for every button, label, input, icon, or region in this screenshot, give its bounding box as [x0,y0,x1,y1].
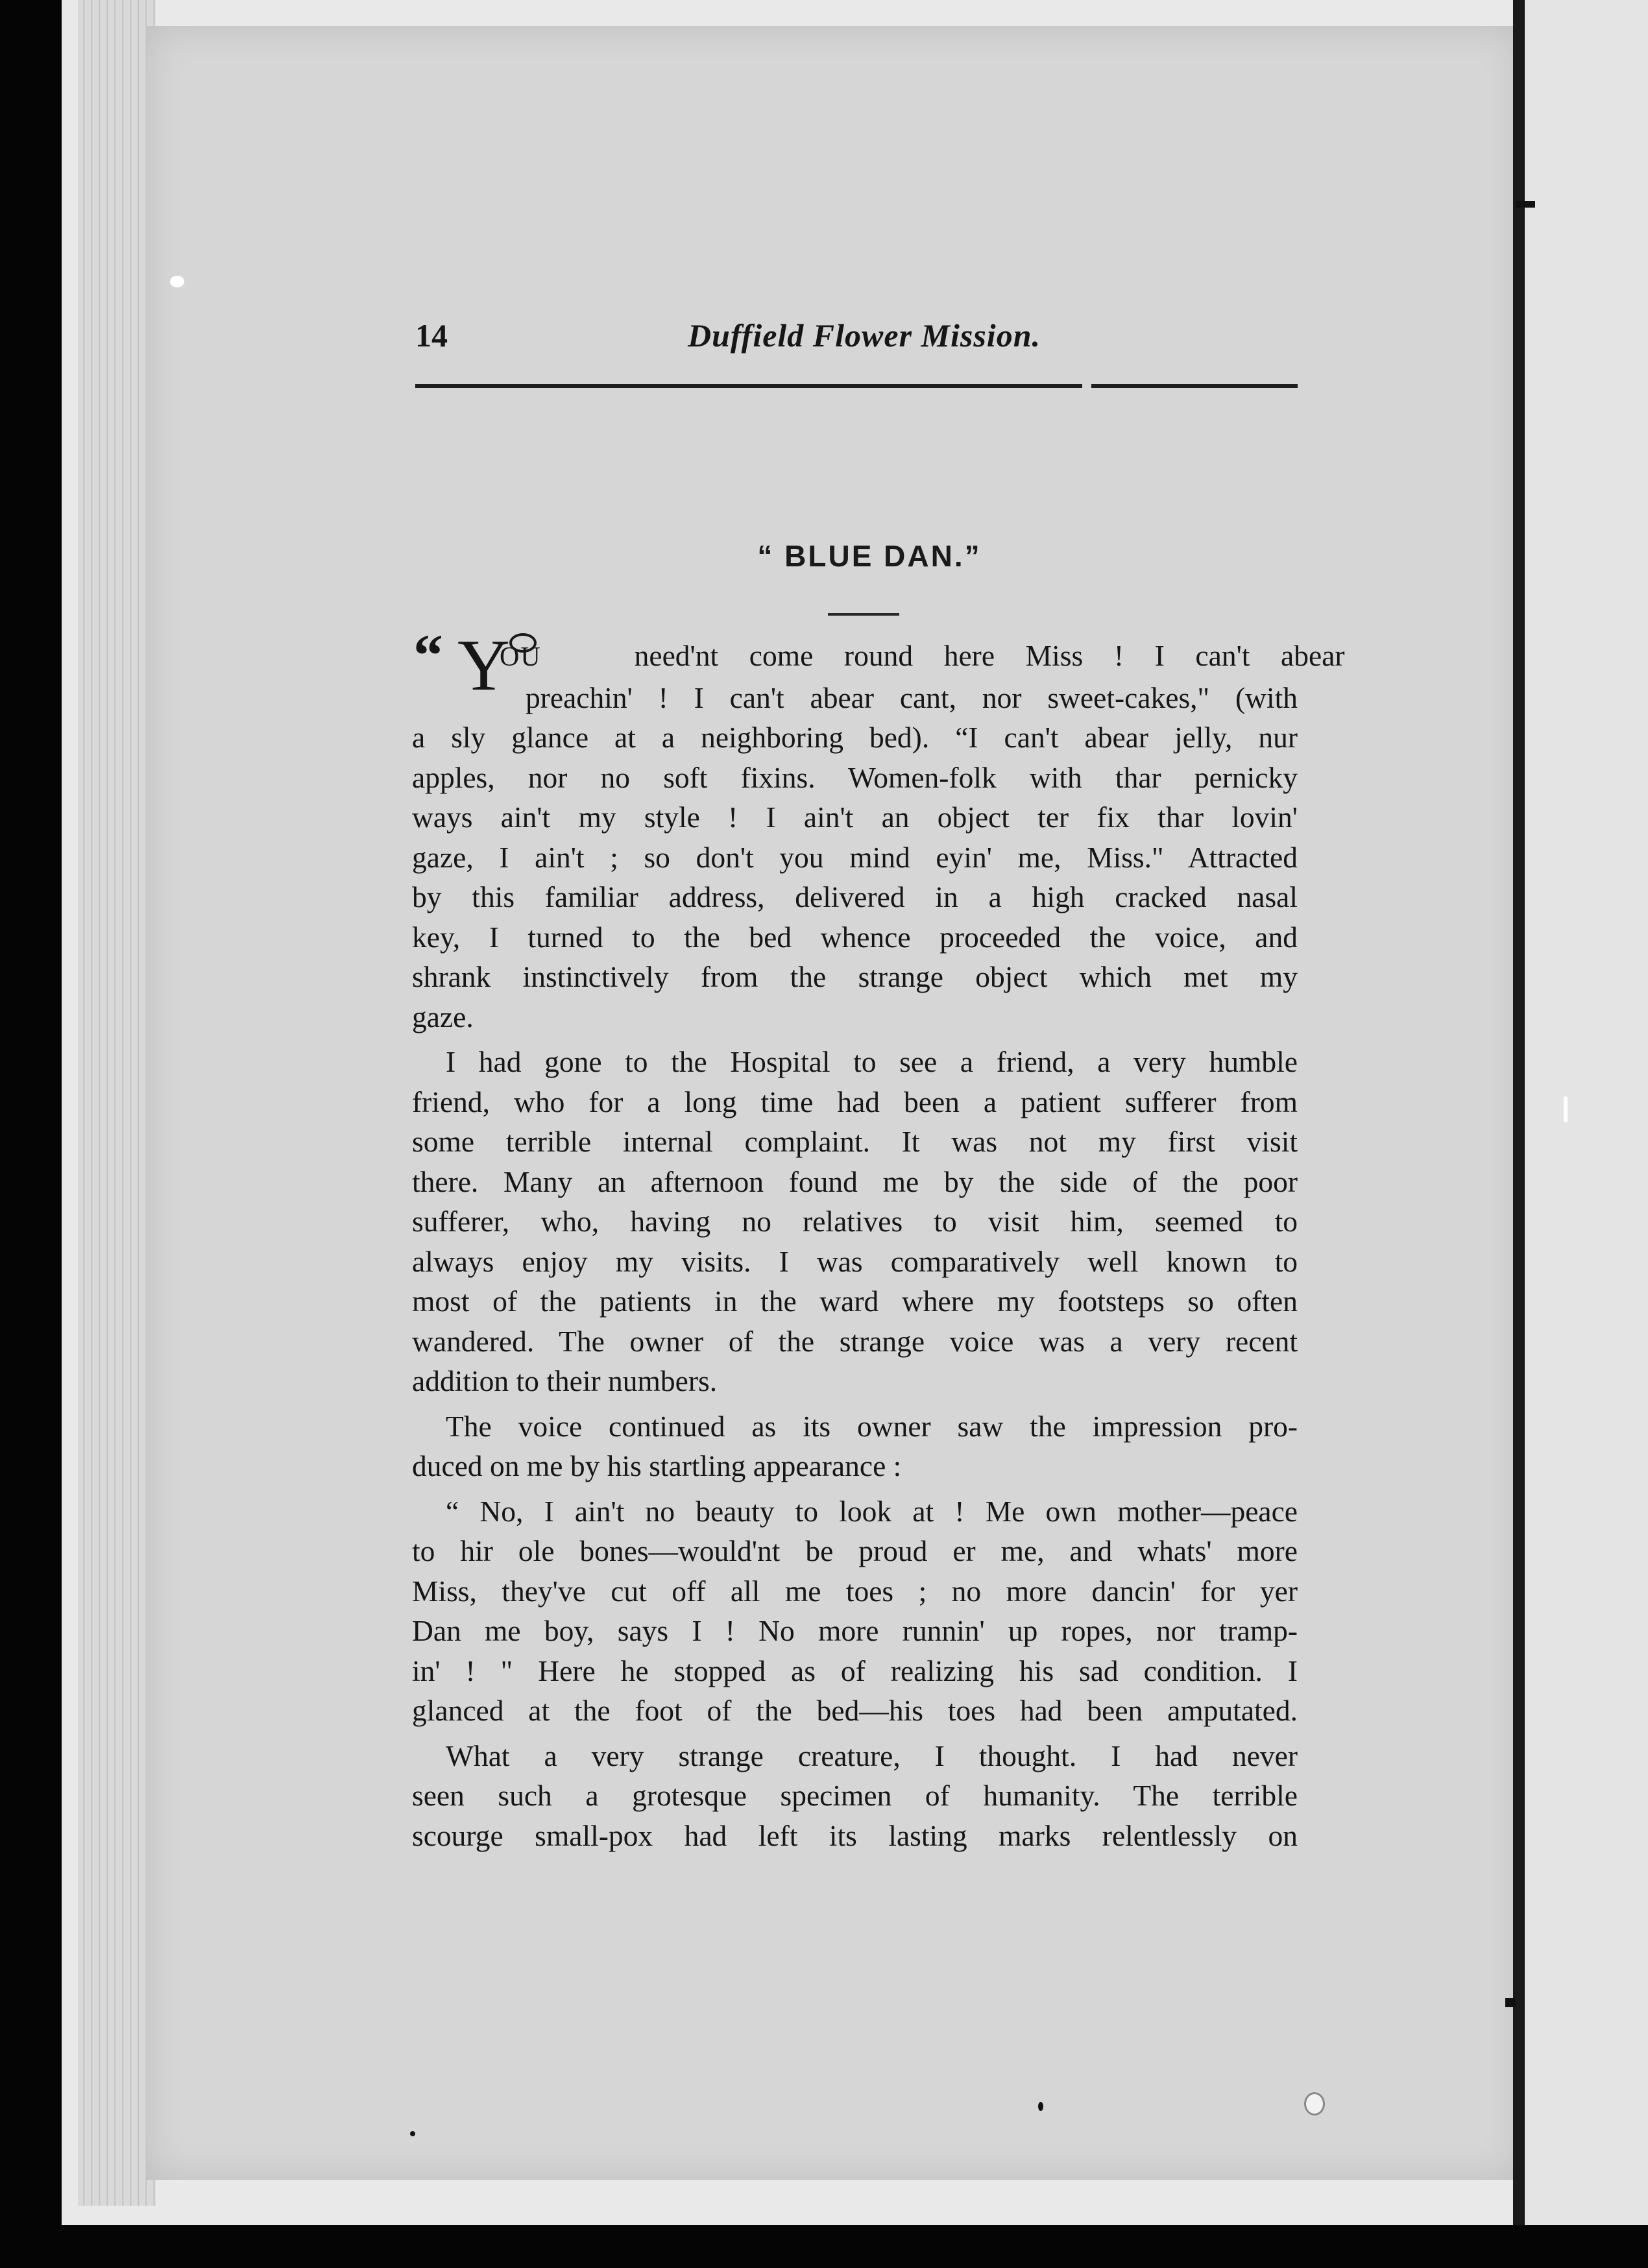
text-line: apples, nor no soft fixins. Women-folk with thar pernicky [412,760,1298,794]
text-line: glanced at the foot of the bed—his toes had been amputated. [412,1694,1298,1727]
text-line: seen such a grotesque specimen of humanity. The terrible [412,1779,1298,1812]
facing-page-sliver [1525,0,1648,2225]
text-line: preachin' ! I can't abear cant, nor sweet-cakes," (with [526,681,1298,714]
binding-mark [1516,201,1535,208]
dust-speck [170,276,184,287]
header-rule [415,384,1298,388]
text-line: in' ! " Here he stopped as of realizing his sad condition. I [412,1654,1298,1687]
text-line: most of the patients in the ward where my footsteps so often [412,1285,1298,1318]
page-stack-edges [78,0,156,2206]
drop-cap-ornament [509,633,537,653]
text-line [500,636,1345,678]
paragraph [412,622,1345,1037]
text-line: wandered. The owner of the strange voice was a very recent [412,1324,1298,1358]
text-line: I had gone to the Hospital to see a friend, a very humble [446,1045,1298,1078]
text-line: some terrible internal complaint. It was not my first visit [412,1125,1298,1158]
ink-dot [1038,2102,1043,2111]
drop-cap-small-caps: OU [500,642,542,672]
dust-speck [1304,2092,1325,2116]
text-line: to hir ole bones—would'nt be proud er me, and whats' more [412,1534,1298,1567]
text-line: by this familiar address, delivered in a high cracked nasal [412,880,1298,913]
drop-cap-letter: Y [457,625,510,706]
paragraph [412,1491,1298,1731]
page-number: 14 [415,317,448,354]
dust-speck [1564,1096,1568,1122]
drop-cap-quote: “ [413,622,443,688]
text-line: shrank instinctively from the strange object which met my [412,960,1298,993]
text-line: Dan me boy, says I ! No more runnin' up ropes, nor tramp- [412,1614,1298,1647]
text-line: always enjoy my visits. I was comparatively well known to [412,1244,1298,1278]
text-line: Miss, they've cut off all me toes ; no more dancin' for yer [412,1574,1298,1608]
ink-dot [410,2131,415,2136]
text-line: key, I turned to the bed whence proceeded the voice, and [412,920,1298,954]
text-line: gaze. [412,1000,474,1033]
text-line: friend, who for a long time had been a patient sufferer from [412,1085,1298,1118]
text-line: ways ain't my style ! I ain't an object ter fix thar lovin' [412,801,1298,834]
text-line: sufferer, who, having no relatives to visit him, seemed to [412,1205,1298,1238]
text-line: “ No, I ain't no beauty to look at ! Me own mother—peace [446,1494,1298,1528]
paragraph [412,1042,1298,1401]
text-line: gaze, I ain't ; so don't you mind eyin' me, Miss." Attracted [412,840,1298,874]
running-title: Duffield Flower Mission. [688,317,1041,354]
paragraph [412,1406,1298,1486]
drop-cap [412,622,532,706]
binding-mark [1505,1998,1516,2007]
article-body [412,622,1345,1861]
text-line: a sly glance at a neighboring bed). “I can't abear jelly, nur [412,721,1298,754]
article-title: “ BLUE DAN.” [757,539,982,573]
text-line: there. Many an afternoon found me by the side of the poor [412,1164,1298,1198]
paragraph [412,1736,1298,1856]
title-rule [828,613,899,616]
header-rule-gap [1082,384,1091,388]
binding-edge [1513,0,1525,2225]
text-line: What a very strange creature, I thought. I had never [446,1739,1298,1772]
text-line: addition to their numbers. [412,1364,718,1397]
text-line: The voice continued as its owner saw the impression pro- [446,1409,1298,1443]
running-head [415,317,1298,368]
text-line: duced on me by his startling appearance : [412,1449,902,1482]
text-line-content: need'nt come round here Miss ! I can't abear [634,639,1345,672]
text-line: scourge small-pox had left its lasting marks relentlessly on [412,1818,1298,1852]
